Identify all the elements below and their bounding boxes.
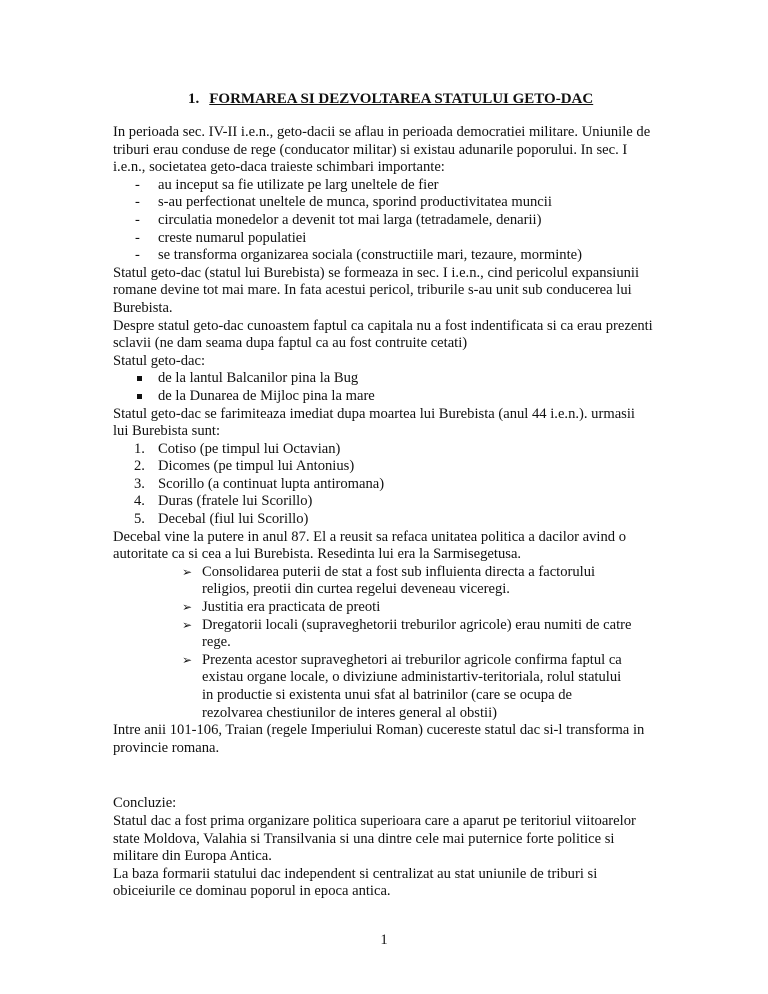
- list-item: ➢ Dregatorii locali (supraveghetorii treburilor agricole) erau numiti de catre rege.: [182, 616, 632, 651]
- successors-list: [113, 441, 653, 529]
- capital-paragraph: Despre statul geto-dac cunoastem faptul ca capitala nu a fost indentificata si ca erau prezenti sclavii (ne dam seama dupa faptul ca au fost contruite cetati): [113, 317, 653, 352]
- conclusion-paragraph-2: La baza formarii statului dac independent si centralizat au stat uniunile de triburi si obiceiurile ce dominau poporul in epoca antica.: [113, 865, 598, 900]
- list-item: de la lantul Balcanilor pina la Bug: [113, 370, 653, 388]
- list-item: 3. Scorillo (a continuat lupta antiromana): [134, 475, 385, 492]
- document-body: [113, 124, 653, 901]
- list-item: - au inceput sa fie utilizate pe larg uneltele de fier: [135, 176, 439, 193]
- extent-list: [113, 370, 653, 405]
- arrow-bullet-icon: ➢: [182, 600, 193, 615]
- list-item: 4. Duras (fratele lui Scorillo): [134, 493, 313, 510]
- decebal-paragraph: Decebal vine la putere in anul 87. El a reusit sa refaca unitatea politica a dacilor avind o autoritate ca si cea a lui Burebista. Resedinta lui era la Sarmisegetusa.: [113, 528, 626, 563]
- page-heading: [188, 91, 628, 108]
- list-item: ➢ Justitia era practicata de preoti: [182, 599, 381, 616]
- square-bullet-icon: [137, 394, 142, 399]
- list-item: - circulatia monedelor a devenit tot mai larga (tetradamele, denarii): [135, 211, 542, 228]
- list-item: ➢ Prezenta acestor supraveghetori ai treburilor agricole confirma faptul ca existau organe locale, o diviziune administartiv-teritoriala, rolul statului in productie si existenta unui sfat al batrinilor (care se ocupa de rezolvarea chestiunilor de interes general al obstii): [182, 651, 622, 721]
- heading-number: 1.: [188, 91, 200, 107]
- list-item: 1. Cotiso (pe timpul lui Octavian): [134, 440, 341, 457]
- intro-paragraph: In perioada sec. IV-II i.e.n., geto-dacii se aflau in perioada democratiei militare. Uniunile de triburi erau conduse de rege (conducator militar) si existau adunarile poporului. In sec. I i.e.n., societatea geto-daca traieste schimbari importante:: [113, 124, 651, 176]
- square-bullet-icon: [137, 376, 142, 381]
- arrow-bullet-icon: ➢: [182, 564, 193, 579]
- conclusion-paragraph-1: Statul dac a fost prima organizare politica superioara care a aparut pe teritoriul viitoarelor state Moldova, Valahia si Transilvania si una dintre cele mai puternice forte politice si militare din Europa Antica.: [113, 812, 636, 865]
- traian-paragraph: Intre anii 101-106, Traian (regele Imperiului Roman) cucereste statul dac si-l transforma in provincie romana.: [113, 722, 645, 756]
- changes-list: [113, 177, 653, 265]
- list-item: de la Dunarea de Mijloc pina la mare: [113, 388, 653, 406]
- extent-label: Statul geto-dac:: [113, 352, 205, 369]
- list-item: 5. Decebal (fiul lui Scorillo): [134, 511, 309, 528]
- list-item: 2. Dicomes (pe timpul lui Antonius): [134, 458, 355, 475]
- organization-list: [113, 564, 653, 722]
- burebista-paragraph: Statul geto-dac (statul lui Burebista) se formeaza in sec. I i.e.n., cind pericolul expansiunii romane devine tot mai mare. In fata acestui pericol, triburile s-au unit sub conducerea lui Burebista.: [113, 264, 640, 316]
- successors-paragraph: Statul geto-dac se farimiteaza imediat dupa moartea lui Burebista (anul 44 i.e.n.). urmasii lui Burebista sunt:: [113, 405, 635, 440]
- list-item: ➢ Consolidarea puterii de stat a fost sub influienta directa a factorului religios, preotii din curtea regelui deveneau viceregi.: [182, 563, 596, 598]
- list-item: - se transforma organizarea sociala (constructiile mari, tezaure, morminte): [135, 247, 582, 264]
- list-item: - creste numarul populatiei: [135, 229, 307, 246]
- page-number: 1: [380, 932, 388, 948]
- arrow-bullet-icon: ➢: [182, 652, 193, 667]
- heading-text: FORMAREA SI DEZVOLTAREA STATULUI GETO-DAC: [209, 91, 594, 107]
- list-item: - s-au perfectionat uneltele de munca, sporind productivitatea muncii: [135, 194, 552, 211]
- arrow-bullet-icon: ➢: [182, 617, 193, 632]
- conclusion-label: Concluzie:: [113, 795, 177, 812]
